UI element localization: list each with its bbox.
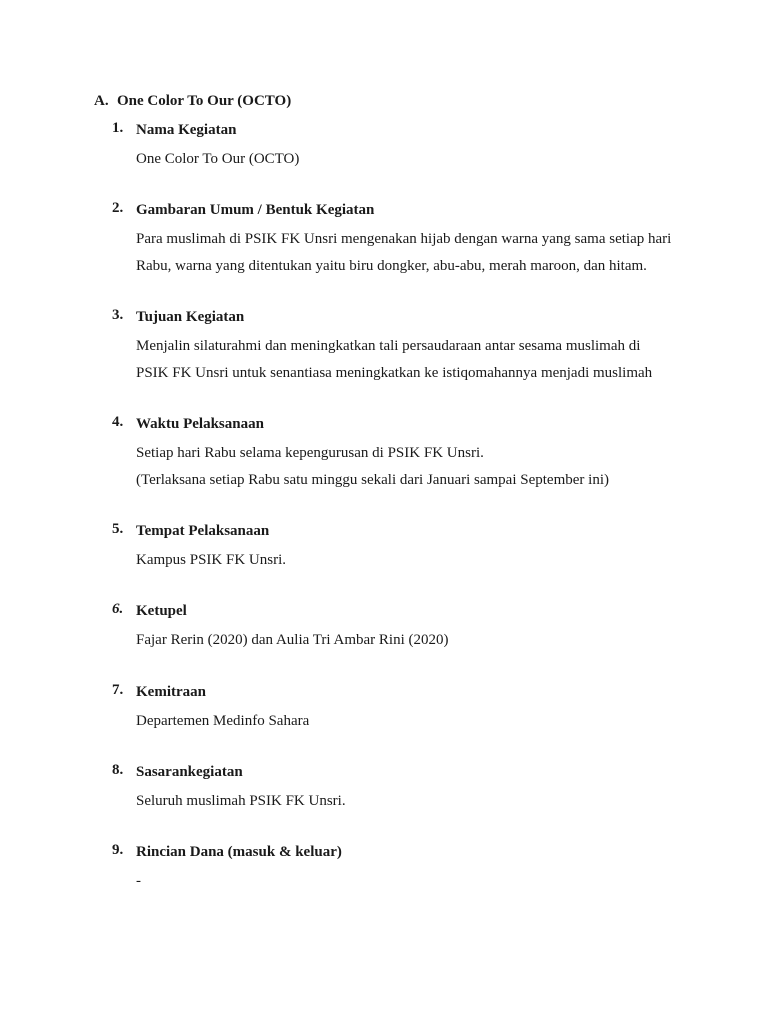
item-text-line: One Color To Our (OCTO) — [136, 151, 300, 167]
item-title: Kemitraan — [136, 684, 206, 700]
item-number: 7. — [112, 682, 124, 698]
item-number: 9. — [112, 842, 124, 858]
item-rincian-dana — [112, 842, 678, 895]
item-title: Rincian Dana (masuk & keluar) — [136, 844, 342, 860]
section-title: One Color To Our (OCTO) — [117, 93, 292, 109]
item-title: Waktu Pelaksanaan — [136, 416, 264, 432]
item-ketupel — [112, 601, 678, 654]
item-kemitraan — [112, 682, 678, 735]
item-number: 3. — [112, 307, 124, 323]
item-text-line: Departemen Medinfo Sahara — [136, 713, 310, 729]
item-body — [136, 627, 678, 654]
item-body — [136, 868, 678, 895]
item-text-line: - — [136, 873, 141, 889]
item-sasaran-kegiatan — [112, 762, 678, 815]
item-text-line: Menjalin silaturahmi dan meningkatkan tali persaudaraan antar sesama muslimah di — [136, 338, 641, 354]
item-text-line: Kampus PSIK FK Unsri. — [136, 552, 287, 568]
item-title: Ketupel — [136, 603, 187, 619]
item-number: 5. — [112, 521, 124, 537]
item-waktu-pelaksanaan — [112, 414, 678, 494]
item-number: 4. — [112, 414, 124, 430]
item-body — [136, 146, 678, 173]
item-text-line: Setiap hari Rabu selama kepengurusan di PSIK FK Unsri. — [136, 445, 484, 461]
item-title: Tujuan Kegiatan — [136, 309, 245, 325]
item-title: Sasarankegiatan — [136, 764, 243, 780]
item-text-line: Rabu, warna yang ditentukan yaitu biru dongker, abu-abu, merah maroon, dan hitam. — [136, 258, 647, 274]
item-text-line: Seluruh muslimah PSIK FK Unsri. — [136, 793, 346, 809]
item-text-line: PSIK FK Unsri untuk senantiasa meningkatkan ke istiqomahannya menjadi muslimah — [136, 365, 653, 381]
item-tujuan-kegiatan — [112, 307, 678, 387]
section-heading — [94, 93, 291, 110]
item-text-line: Para muslimah di PSIK FK Unsri mengenakan hijab dengan warna yang sama setiap hari — [136, 231, 672, 247]
item-number: 2. — [112, 200, 124, 216]
item-title: Nama Kegiatan — [136, 122, 237, 138]
item-body — [136, 788, 678, 815]
item-title: Gambaran Umum / Bentuk Kegiatan — [136, 202, 375, 218]
item-body — [136, 226, 678, 280]
item-number: 8. — [112, 762, 124, 778]
item-body — [136, 333, 678, 387]
item-body — [136, 708, 678, 735]
item-text-line: Fajar Rerin (2020) dan Aulia Tri Ambar Rini (2020) — [136, 632, 449, 648]
item-number: 6. — [112, 601, 124, 617]
item-text-line: (Terlaksana setiap Rabu satu minggu sekali dari Januari sampai September ini) — [136, 472, 609, 488]
item-body — [136, 440, 678, 494]
item-body — [136, 547, 678, 574]
section-letter: A. — [94, 93, 109, 109]
item-nama-kegiatan — [112, 120, 678, 173]
item-gambaran-umum — [112, 200, 678, 280]
item-number: 1. — [112, 120, 124, 136]
item-tempat-pelaksanaan — [112, 521, 678, 574]
item-title: Tempat Pelaksanaan — [136, 523, 270, 539]
